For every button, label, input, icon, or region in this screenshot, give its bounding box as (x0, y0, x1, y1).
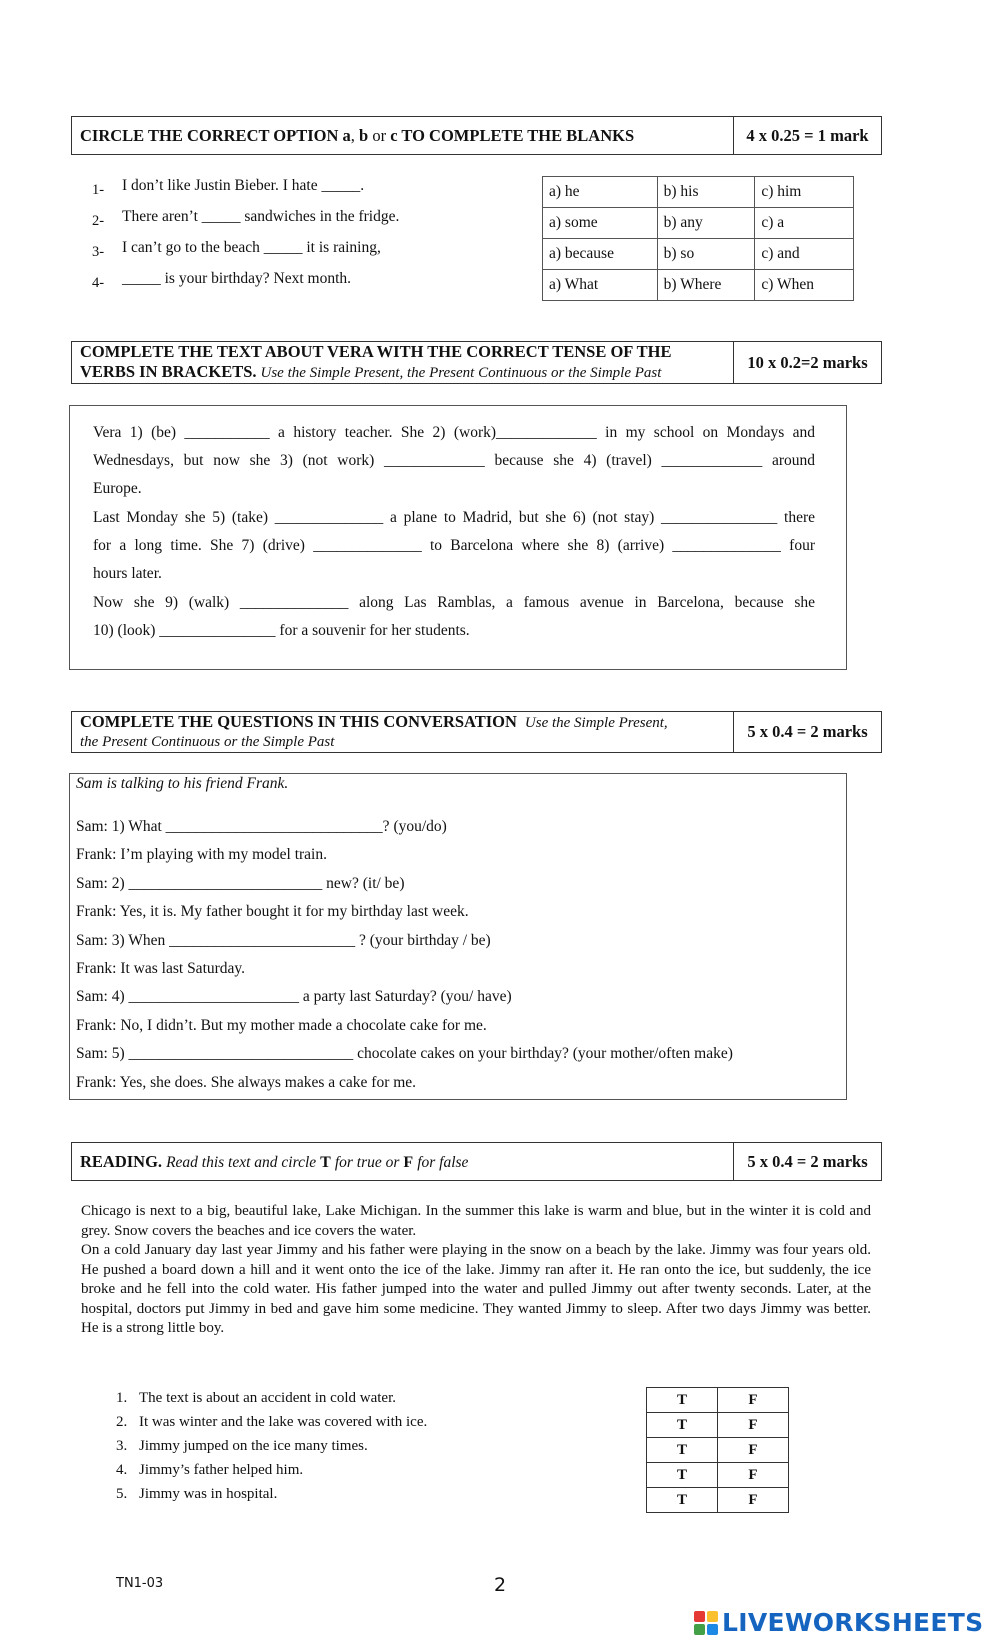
section4-marks: 5 x 0.4 = 2 marks (747, 1151, 868, 1171)
question-number: 4- (92, 275, 105, 291)
section4-title-bold: READING. (80, 1151, 163, 1171)
section1-title-end: TO COMPLETE THE BLANKS (397, 125, 635, 145)
option-cell[interactable]: b) any (657, 208, 755, 239)
option-b-letter: b (359, 125, 369, 145)
statement-text: The text is about an accident in cold water. (139, 1390, 396, 1406)
options-row (543, 177, 854, 208)
reading-text (81, 1202, 871, 1339)
question-text: _____ is your birthday? Next month. (122, 270, 352, 287)
sam-line: Sam: 4) ______________________ a party last Saturday? (you/ have) (76, 988, 512, 1006)
option-a-letter: a (342, 125, 351, 145)
statement-number: 2. (116, 1414, 128, 1430)
vera-text-line: for a long time. She 7) (drive) ______________ to Barcelona where she 8) (arrive) ______________ four (93, 537, 815, 554)
option-cell[interactable]: b) so (657, 239, 755, 270)
true-cell[interactable]: T (647, 1438, 718, 1463)
option-cell[interactable]: c) him (755, 177, 854, 208)
question-text: I can’t go to the beach _____ it is raining, (122, 239, 381, 256)
section4-instr-c: for false (417, 1153, 469, 1171)
false-cell[interactable]: F (718, 1438, 789, 1463)
option-c-letter: c (390, 125, 398, 145)
liveworksheets-logo-icon (694, 1611, 718, 1635)
vera-text-line: Last Monday she 5) (take) ______________ a plane to Madrid, but she 6) (not stay) _______________ there (93, 509, 815, 526)
section3-instructions-2: the Present Continuous or the Simple Past (80, 734, 335, 750)
options-row (543, 208, 854, 239)
question-number: 3- (92, 244, 105, 260)
true-cell[interactable]: T (647, 1463, 718, 1488)
sam-line: Sam: 2) _________________________ new? (it/ be) (76, 874, 405, 892)
false-cell[interactable]: F (718, 1488, 789, 1513)
tf-row (647, 1488, 789, 1513)
statement-number: 3. (116, 1438, 128, 1454)
tf-row (647, 1413, 789, 1438)
statement-text: It was winter and the lake was covered with ice. (139, 1414, 428, 1430)
option-cell[interactable]: a) because (543, 239, 658, 270)
section1-title (72, 117, 734, 154)
comma: , (350, 125, 360, 145)
true-false-table (646, 1387, 789, 1513)
vera-text-line: hours later. (93, 565, 162, 582)
statement-number: 5. (116, 1486, 128, 1502)
vera-text-line: 10) (look) _______________ for a souvenir for her students. (93, 622, 470, 639)
section3-instructions-1: Use the Simple Present, (524, 715, 668, 731)
section2-title-line2: VERBS IN BRACKETS. (80, 362, 257, 381)
statement-text: Jimmy was in hospital. (139, 1486, 278, 1502)
sam-line: Sam: 1) What ____________________________? (you/do) (76, 818, 447, 835)
section4-instr-a: Read this text and circle (166, 1153, 317, 1171)
option-cell[interactable]: a) What (543, 270, 658, 301)
options-table (542, 176, 854, 301)
section2-title (72, 342, 734, 383)
sam-line: Sam: 5) _____________________________ chocolate cakes on your birthday? (your mother/often make) (76, 1045, 733, 1063)
vera-text-line: Wednesdays, but now she 3) (not work) _____________ because she 4) (travel) _____________ around (93, 452, 815, 469)
options-row (543, 239, 854, 270)
section2-header (71, 341, 882, 384)
page-number: 2 (494, 1574, 507, 1596)
footer-code: TN1-03 (116, 1576, 164, 1591)
question-number: 2- (92, 213, 105, 229)
statement-number: 1. (116, 1390, 128, 1406)
false-cell[interactable]: F (718, 1413, 789, 1438)
section2-instructions: Use the Simple Present, the Present Continuous or the Simple Past (260, 365, 662, 381)
section4-header (71, 1142, 882, 1181)
section2-marks: 10 x 0.2=2 marks (747, 352, 868, 372)
section3-title (72, 712, 734, 752)
frank-line: Frank: I’m playing with my model train. (76, 846, 327, 864)
section3-marks: 5 x 0.4 = 2 marks (747, 722, 868, 741)
option-cell[interactable]: c) a (755, 208, 854, 239)
conversation-intro: Sam is talking to his friend Frank. (76, 775, 289, 792)
question-text: There aren’t _____ sandwiches in the fridge. (122, 208, 400, 225)
option-cell[interactable]: a) he (543, 177, 658, 208)
section1-title-text: CIRCLE THE CORRECT OPTION (80, 125, 343, 145)
question-text: I don’t like Justin Bieber. I hate _____. (122, 177, 365, 194)
tf-row (647, 1463, 789, 1488)
option-cell[interactable]: c) and (755, 239, 854, 270)
frank-line: Frank: It was last Saturday. (76, 960, 246, 977)
vera-text-line: Europe. (93, 480, 142, 497)
false-cell[interactable]: F (718, 1388, 789, 1413)
option-cell[interactable]: b) his (657, 177, 755, 208)
true-cell[interactable]: T (647, 1488, 718, 1513)
section3-header (71, 711, 882, 753)
section2-title-line1: COMPLETE THE TEXT ABOUT VERA WITH THE CORRECT TENSE OF THE (80, 342, 672, 361)
frank-line: Frank: Yes, it is. My father bought it for my birthday last week. (76, 903, 469, 921)
option-cell[interactable]: c) When (755, 270, 854, 301)
true-cell[interactable]: T (647, 1413, 718, 1438)
section4-instr-b: for true or (334, 1153, 400, 1171)
tf-row (647, 1388, 789, 1413)
false-cell[interactable]: F (718, 1463, 789, 1488)
sam-line: Sam: 3) When ________________________ ? (your birthday / be) (76, 931, 491, 949)
frank-line: Frank: Yes, she does. She always makes a cake for me. (76, 1073, 417, 1091)
statement-text: Jimmy jumped on the ice many times. (139, 1438, 368, 1454)
section1-marks: 4 x 0.25 = 1 mark (746, 125, 869, 145)
frank-line: Frank: No, I didn’t. But my mother made a chocolate cake for me. (76, 1016, 487, 1034)
options-row (543, 270, 854, 301)
section4-title (72, 1143, 734, 1180)
true-letter: T (320, 1153, 331, 1171)
tf-row (647, 1438, 789, 1463)
vera-text-line: Vera 1) (be) ___________ a history teacher. She 2) (work)_____________ in my school on Mondays and (93, 424, 815, 441)
reading-paragraph-1: Chicago is next to a big, beautiful lake, Lake Michigan. In the summer this lake is warm and blue, but in the winter it is cold and grey. Snow covers the beaches and ice covers the water. (81, 1203, 871, 1239)
liveworksheets-logo[interactable] (694, 1608, 983, 1637)
liveworksheets-brand-text: LIVEWORKSHEETS (722, 1608, 984, 1637)
option-cell[interactable]: a) some (543, 208, 658, 239)
statement-text: Jimmy’s father helped him. (139, 1462, 304, 1478)
reading-paragraph-2: On a cold January day last year Jimmy and his father were playing in the snow on a beach by the lake. Jimmy was four years old. He pushed a board down a hill and it went onto the ice of the lake. Jimmy ran after it. He ran onto the ice, but suddenly, the ice broke and he fell into the cold water. His father jumped into the water and pulled Jimmy out after twenty seconds. Later, at the hospital, doctors put Jimmy in bed and gave him some medicine. They wanted Jimmy to sleep. After two days Jimmy was better. He is a strong little boy. (81, 1242, 871, 1336)
option-cell[interactable]: b) Where (657, 270, 755, 301)
question-number: 1- (92, 182, 105, 198)
section3-title-bold: COMPLETE THE QUESTIONS IN THIS CONVERSATION (80, 712, 517, 731)
true-cell[interactable]: T (647, 1388, 718, 1413)
vera-text-line: Now she 9) (walk) ______________ along Las Ramblas, a famous avenue in Barcelona, because she (93, 594, 815, 611)
statement-number: 4. (116, 1462, 128, 1478)
section1-header (71, 116, 882, 155)
false-letter: F (403, 1153, 414, 1171)
or-word: or (368, 125, 391, 145)
